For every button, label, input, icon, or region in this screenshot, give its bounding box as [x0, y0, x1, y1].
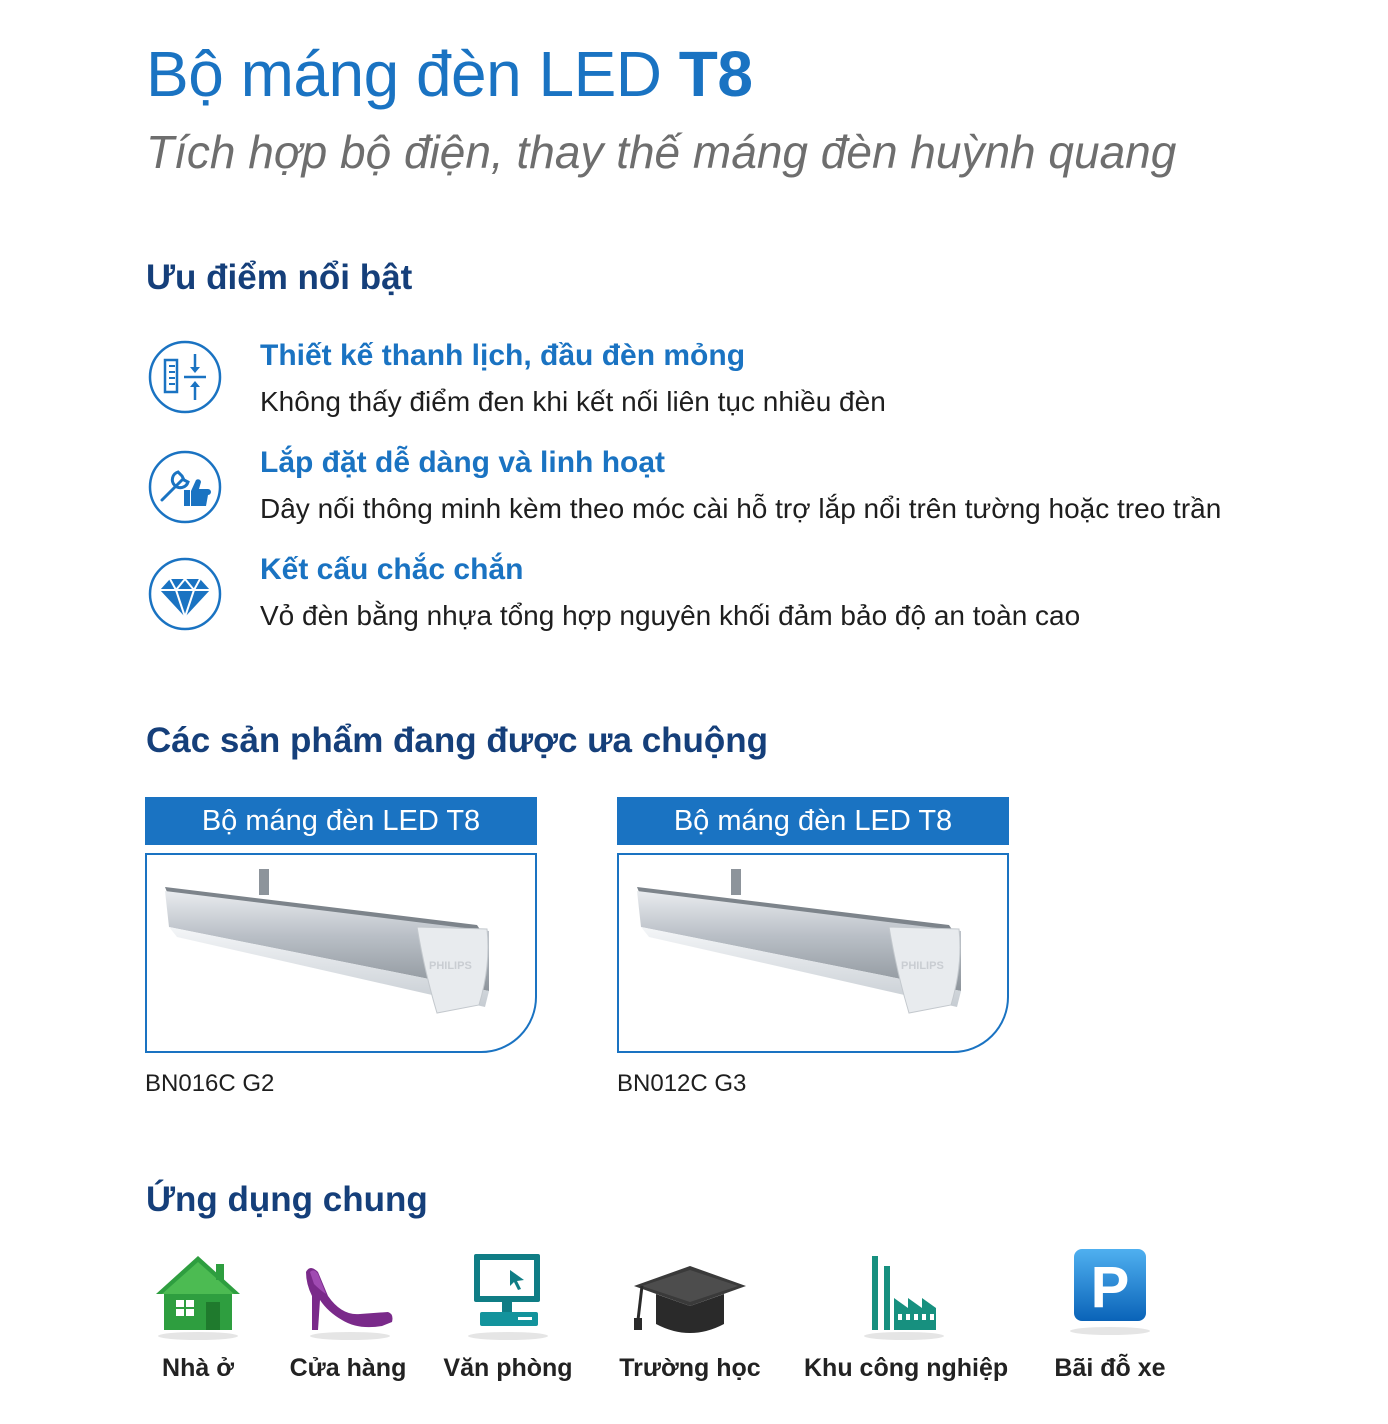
high-heel-icon	[298, 1250, 398, 1346]
application-item	[408, 1250, 608, 1384]
product-image-frame	[145, 853, 537, 1053]
applications-heading: Ứng dụng chung	[146, 1180, 428, 1219]
brand-mark: PHILIPS	[429, 960, 472, 972]
product-card[interactable]	[145, 797, 537, 1099]
computer-icon	[458, 1250, 558, 1346]
products-heading: Các sản phẩm đang được ưa chuộng	[146, 721, 769, 760]
product-code: BN016C G2	[145, 1070, 275, 1097]
feature-desc: Dây nối thông minh kèm theo móc cài hỗ trợ lắp nổi trên tường hoặc treo trần	[260, 493, 1222, 524]
application-label: Khu công nghiệp	[804, 1354, 1009, 1382]
application-item	[1010, 1240, 1210, 1384]
page-title-bold: T8	[678, 38, 753, 110]
application-label: Nhà ở	[162, 1354, 234, 1382]
application-label: Cửa hàng	[289, 1354, 407, 1382]
feature-title: Kết cấu chắc chắn	[260, 553, 524, 586]
thin-profile-icon	[148, 340, 222, 414]
wrench-thumbs-up-icon	[148, 450, 222, 524]
factory-icon	[854, 1250, 954, 1346]
feature-desc: Không thấy điểm đen khi kết nối liên tục nhiều đèn	[260, 386, 886, 417]
parking-icon	[1060, 1240, 1160, 1346]
application-label: Trường học	[619, 1354, 761, 1382]
led-batten-image	[619, 855, 1007, 1051]
brand-mark: PHILIPS	[901, 960, 944, 972]
page-subtitle: Tích hợp bộ điện, thay thế máng đèn huỳnh quang	[146, 126, 1177, 178]
feature-desc: Vỏ đèn bằng nhựa tổng hợp nguyên khối đảm bảo độ an toàn cao	[260, 600, 1081, 631]
house-icon	[148, 1250, 248, 1346]
application-label: Văn phòng	[443, 1354, 573, 1382]
product-code: BN012C G3	[617, 1070, 747, 1097]
page-title	[146, 34, 752, 114]
page-title-main: Bộ máng đèn LED	[146, 38, 679, 110]
feature-title: Lắp đặt dễ dàng và linh hoạt	[260, 446, 666, 479]
features-heading: Ưu điểm nổi bật	[146, 258, 413, 297]
product-card-header: Bộ máng đèn LED T8	[617, 797, 1009, 845]
product-card[interactable]	[617, 797, 1009, 1099]
graduation-cap-icon	[630, 1250, 750, 1346]
led-batten-image	[147, 855, 535, 1051]
product-card-header: Bộ máng đèn LED T8	[145, 797, 537, 845]
feature-title: Thiết kế thanh lịch, đầu đèn mỏng	[260, 339, 746, 372]
parking-glyph: P	[1090, 1255, 1130, 1320]
application-item	[804, 1250, 1009, 1384]
diamond-icon	[148, 557, 222, 631]
product-image-frame	[617, 853, 1009, 1053]
application-label: Bãi đỗ xe	[1054, 1354, 1166, 1382]
application-item	[590, 1250, 790, 1384]
